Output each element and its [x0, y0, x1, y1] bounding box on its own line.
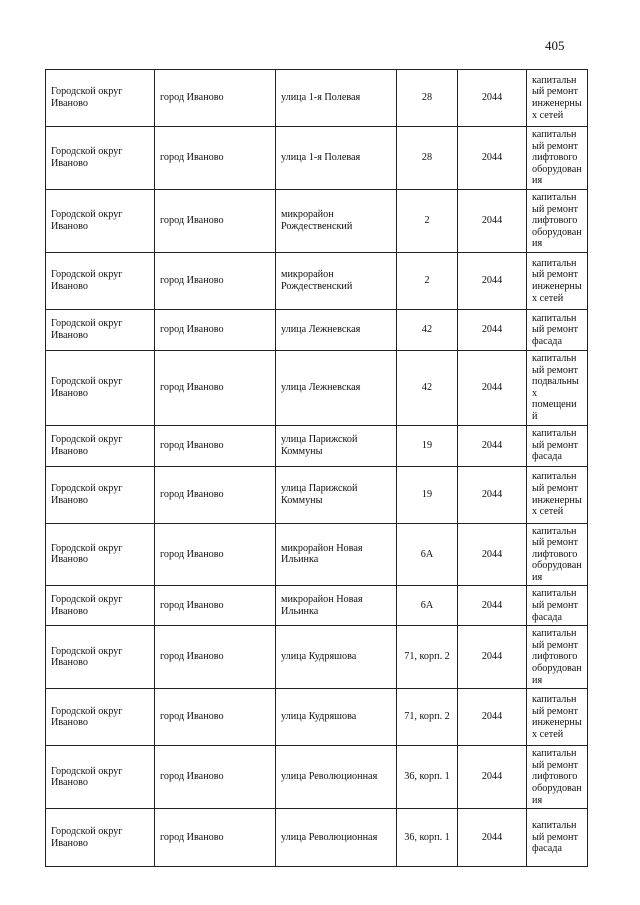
municipality-cell: Городской округ Иваново — [46, 809, 155, 867]
year-cell: 2044 — [458, 350, 527, 425]
table-row — [46, 189, 588, 252]
house-number-cell: 6А — [397, 586, 458, 626]
municipality-cell: Городской округ Иваново — [46, 70, 155, 127]
municipality-cell: Городской округ Иваново — [46, 523, 155, 586]
work-type-cell: капитальный ремонт инженерных сетей — [527, 252, 588, 309]
table-row — [46, 466, 588, 523]
page-number: 405 — [545, 38, 565, 53]
house-number-cell: 6А — [397, 523, 458, 586]
year-cell: 2044 — [458, 70, 527, 127]
work-type-cell: капитальный ремонт лифтового оборудования — [527, 127, 588, 190]
city-cell: город Иваново — [155, 309, 276, 350]
street-cell: микрорайон Новая Ильинка — [276, 586, 397, 626]
house-number-cell: 71, корп. 2 — [397, 689, 458, 746]
table-row — [46, 689, 588, 746]
city-cell: город Иваново — [155, 127, 276, 190]
repair-schedule-table — [45, 69, 588, 867]
table-row — [46, 809, 588, 867]
work-type-cell: капитальный ремонт фасада — [527, 309, 588, 350]
year-cell: 2044 — [458, 626, 527, 689]
year-cell: 2044 — [458, 746, 527, 809]
house-number-cell: 71, корп. 2 — [397, 626, 458, 689]
municipality-cell: Городской округ Иваново — [46, 309, 155, 350]
municipality-cell: Городской округ Иваново — [46, 746, 155, 809]
year-cell: 2044 — [458, 309, 527, 350]
street-cell: улица Лежневская — [276, 350, 397, 425]
street-cell: микрорайон Новая Ильинка — [276, 523, 397, 586]
municipality-cell: Городской округ Иваново — [46, 689, 155, 746]
street-cell: улица Кудряшова — [276, 689, 397, 746]
work-type-cell: капитальный ремонт подвальных помещений — [527, 350, 588, 425]
year-cell: 2044 — [458, 127, 527, 190]
work-type-cell: капитальный ремонт лифтового оборудования — [527, 189, 588, 252]
city-cell: город Иваново — [155, 586, 276, 626]
city-cell: город Иваново — [155, 189, 276, 252]
house-number-cell: 28 — [397, 70, 458, 127]
table-row — [46, 309, 588, 350]
house-number-cell: 36, корп. 1 — [397, 746, 458, 809]
municipality-cell: Городской округ Иваново — [46, 425, 155, 466]
table-row — [46, 350, 588, 425]
work-type-cell: капитальный ремонт лифтового оборудования — [527, 746, 588, 809]
city-cell: город Иваново — [155, 70, 276, 127]
table-row — [46, 626, 588, 689]
street-cell: улица Лежневская — [276, 309, 397, 350]
municipality-cell: Городской округ Иваново — [46, 252, 155, 309]
table-row — [46, 127, 588, 190]
city-cell: город Иваново — [155, 466, 276, 523]
city-cell: город Иваново — [155, 809, 276, 867]
year-cell: 2044 — [458, 425, 527, 466]
street-cell: улица 1-я Полевая — [276, 70, 397, 127]
street-cell: улица Кудряшова — [276, 626, 397, 689]
year-cell: 2044 — [458, 523, 527, 586]
municipality-cell: Городской округ Иваново — [46, 626, 155, 689]
city-cell: город Иваново — [155, 746, 276, 809]
house-number-cell: 42 — [397, 309, 458, 350]
year-cell: 2044 — [458, 189, 527, 252]
work-type-cell: капитальный ремонт инженерных сетей — [527, 70, 588, 127]
house-number-cell: 28 — [397, 127, 458, 190]
street-cell: микрорайон Рождественский — [276, 252, 397, 309]
city-cell: город Иваново — [155, 626, 276, 689]
table-row — [46, 746, 588, 809]
city-cell: город Иваново — [155, 523, 276, 586]
city-cell: город Иваново — [155, 252, 276, 309]
year-cell: 2044 — [458, 809, 527, 867]
work-type-cell: капитальный ремонт лифтового оборудования — [527, 523, 588, 586]
municipality-cell: Городской округ Иваново — [46, 466, 155, 523]
table-row — [46, 586, 588, 626]
year-cell: 2044 — [458, 586, 527, 626]
house-number-cell: 2 — [397, 252, 458, 309]
street-cell: микрорайон Рождественский — [276, 189, 397, 252]
city-cell: город Иваново — [155, 689, 276, 746]
house-number-cell: 19 — [397, 466, 458, 523]
work-type-cell: капитальный ремонт инженерных сетей — [527, 689, 588, 746]
year-cell: 2044 — [458, 689, 527, 746]
table-row — [46, 70, 588, 127]
house-number-cell: 19 — [397, 425, 458, 466]
table-row — [46, 523, 588, 586]
table-row — [46, 252, 588, 309]
municipality-cell: Городской округ Иваново — [46, 127, 155, 190]
municipality-cell: Городской округ Иваново — [46, 189, 155, 252]
work-type-cell: капитальный ремонт инженерных сетей — [527, 466, 588, 523]
year-cell: 2044 — [458, 466, 527, 523]
municipality-cell: Городской округ Иваново — [46, 586, 155, 626]
house-number-cell: 42 — [397, 350, 458, 425]
city-cell: город Иваново — [155, 425, 276, 466]
work-type-cell: капитальный ремонт лифтового оборудования — [527, 626, 588, 689]
street-cell: улица Парижской Коммуны — [276, 425, 397, 466]
work-type-cell: капитальный ремонт фасада — [527, 586, 588, 626]
table-row — [46, 425, 588, 466]
city-cell: город Иваново — [155, 350, 276, 425]
street-cell: улица Революционная — [276, 809, 397, 867]
street-cell: улица Революционная — [276, 746, 397, 809]
work-type-cell: капитальный ремонт фасада — [527, 425, 588, 466]
street-cell: улица Парижской Коммуны — [276, 466, 397, 523]
work-type-cell: капитальный ремонт фасада — [527, 809, 588, 867]
street-cell: улица 1-я Полевая — [276, 127, 397, 190]
house-number-cell: 36, корп. 1 — [397, 809, 458, 867]
house-number-cell: 2 — [397, 189, 458, 252]
municipality-cell: Городской округ Иваново — [46, 350, 155, 425]
table-body — [46, 70, 588, 867]
year-cell: 2044 — [458, 252, 527, 309]
